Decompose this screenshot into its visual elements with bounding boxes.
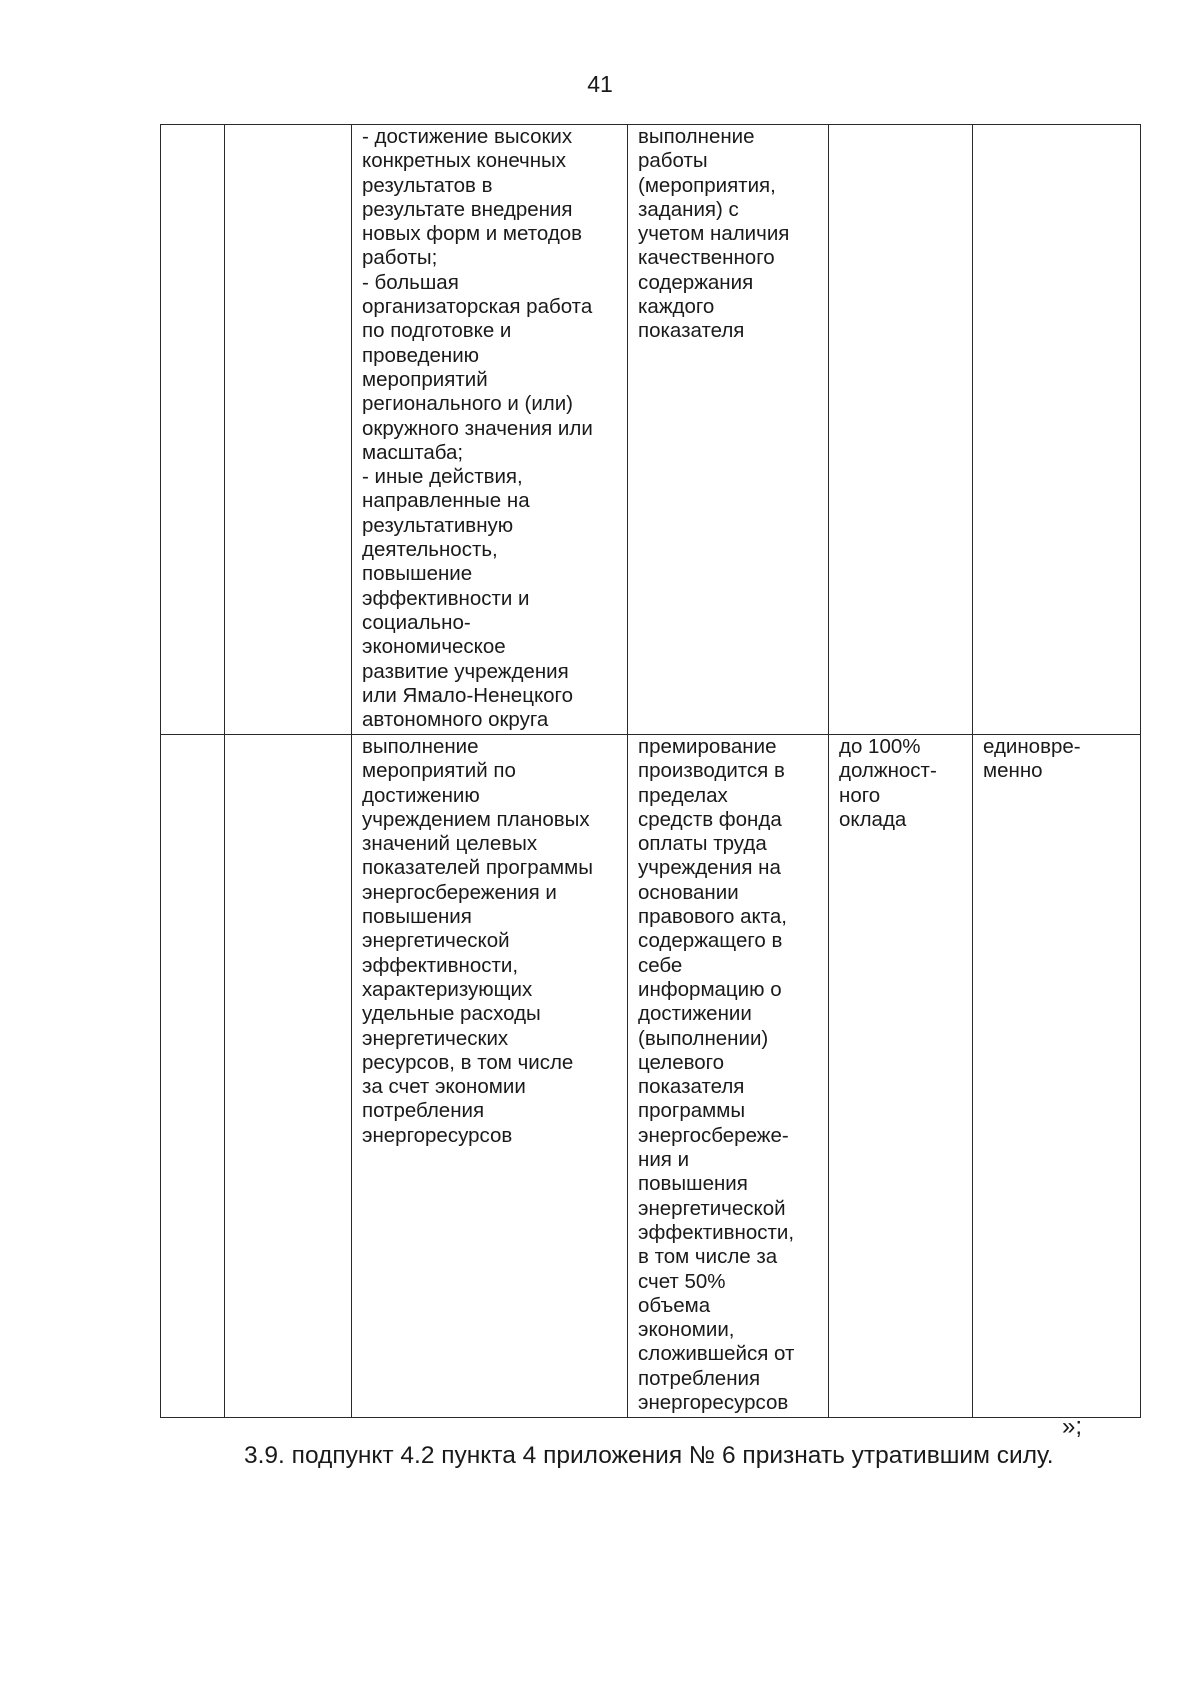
table-cell-amount — [829, 125, 973, 735]
table-row — [161, 735, 1141, 1418]
table-row — [161, 125, 1141, 735]
page-number: 41 — [587, 71, 613, 97]
table-cell-conditions: выполнение работы (мероприятия, задания) с учетом наличия качественного содержания каждого показателя — [628, 125, 829, 735]
table-cell-frequency: единовре- менно — [973, 735, 1141, 1418]
table-cell-number — [161, 735, 225, 1418]
table-cell-frequency — [973, 125, 1141, 735]
table-cell-number — [161, 125, 225, 735]
table-cell-amount: до 100% должност- ного оклада — [829, 735, 973, 1418]
table-cell-criteria: - достижение высоких конкретных конечных результатов в результате внедрения новых форм и методов работы; - большая организаторская работа по подготовке и проведению мероприятий регионального и (или) окружного значения или масштаба; - иные действия, направленные на результативную деятельность, повышение эффективности и социально- экономическое развитие учреждения или Ямало-Ненецкого автономного округа — [352, 125, 628, 735]
table-cell-indicator — [225, 735, 352, 1418]
closing-quote: »; — [1062, 1413, 1083, 1440]
table-cell-indicator — [225, 125, 352, 735]
table-cell-criteria: выполнение мероприятий по достижению учреждением плановых значений целевых показателей программы энергосбережения и повышения энергетической эффективности, характеризующих удельные расходы энергетических ресурсов, в том числе за счет экономии потребления энергоресурсов — [352, 735, 628, 1418]
paragraph-3-9: 3.9. подпункт 4.2 пункта 4 приложения № 6 признать утратившим силу. — [244, 1442, 1054, 1469]
table-cell-conditions: премирование производится в пределах средств фонда оплаты труда учреждения на основании правового акта, содержащего в себе информацию о достижении (выполнении) целевого показателя программы энергосбереже- ния и повышения энергетической эффективности, в том числе за счет 50% объема экономии, сложившейся от потребления энергоресурсов — [628, 735, 829, 1418]
bonus-criteria-table — [160, 124, 1141, 1418]
